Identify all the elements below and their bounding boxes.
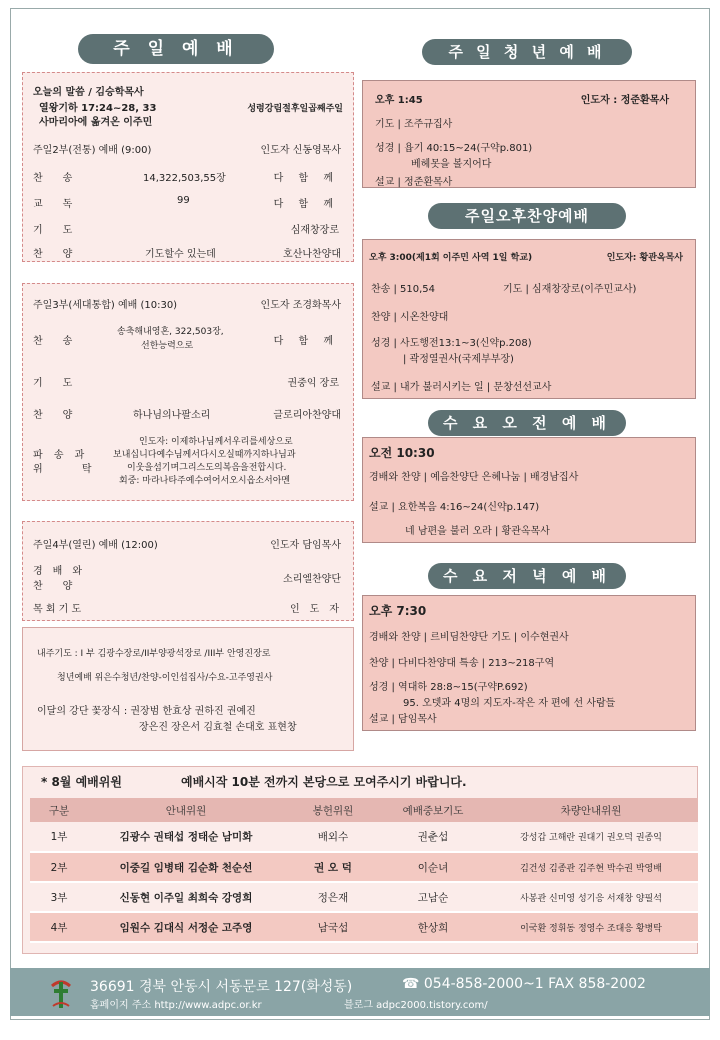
wed-morning-title: 수 요 오 전 예 배 xyxy=(428,410,626,436)
table-cell: 고남순 xyxy=(382,882,484,912)
table-cell: 이국환 정휘동 정영수 조대응 황병탁 xyxy=(484,912,698,942)
footer-address: 36691 경북 안동시 서동문로 127(화성동) xyxy=(90,979,353,995)
footer xyxy=(10,968,710,1016)
service3-hymn-person: 다 함 께 xyxy=(273,336,339,347)
service2-row-content: 기도할수 있는데 xyxy=(145,249,216,260)
service2-row-label: 기 도 xyxy=(33,225,73,236)
wed-morning-time: 오전 10:30 xyxy=(369,446,435,460)
service2-row-person: 호산나찬양대 xyxy=(283,249,341,260)
service3-praise-content: 하나님의나팔소리 xyxy=(133,410,211,421)
youth-sermon: 설교 | 정준환목사 xyxy=(375,177,453,188)
service2-row-label: 교 독 xyxy=(33,199,73,210)
wed-morning-line: 설교 | 요한복음 4:16~24(신약p.147) xyxy=(369,502,540,513)
committee-notice: 예배시작 10분 전까지 본당으로 모여주시기 바랍니다. xyxy=(181,775,467,789)
afternoon-worship-title: 주일오후찬양예배 xyxy=(428,203,626,229)
service4-leader: 인도자 담임목사 xyxy=(270,540,341,551)
table-cell: 강성갑 고해란 권대기 권오덕 권종익 xyxy=(484,822,698,852)
afternoon-prayer: 기도 | 심재창장로(이주민교사) xyxy=(503,284,637,295)
service3-hymn-label: 찬 송 xyxy=(33,336,73,347)
service3-send-label: 위 탁 xyxy=(33,464,110,475)
table-cell: 한상희 xyxy=(382,912,484,942)
service3-send-line: 이웃을섬기며그리스도의복음을전합시다. xyxy=(127,463,287,473)
wed-morning-line: 네 남편을 불러 오라 | 황관옥목사 xyxy=(405,526,550,537)
service2-row-person: 다 함 께 xyxy=(273,199,339,210)
service2-row-label: 찬 송 xyxy=(33,173,73,184)
afternoon-worship-box xyxy=(362,239,696,399)
service3-praise-person: 글로리아찬양대 xyxy=(273,410,341,421)
service4-praise-person: 소리엘찬양단 xyxy=(283,574,341,585)
sunday-service3-box xyxy=(22,283,354,501)
service4-praise-label: 경 배 와 xyxy=(33,566,82,577)
footer-phone: ☎ 054-858-2000~1 FAX 858-2002 xyxy=(402,976,646,992)
service2-row-person: 심재창장로 xyxy=(290,225,339,236)
table-cell: 신동현 이주일 최희숙 강영희 xyxy=(88,882,284,912)
table-cell: 이중길 임병태 김순화 천순선 xyxy=(88,852,284,882)
table-cell: 임원수 김대식 서정순 고주영 xyxy=(88,912,284,942)
table-cell: 4부 xyxy=(30,912,88,942)
table-row xyxy=(30,852,698,882)
afternoon-leader: 인도자: 황관옥목사 xyxy=(606,253,683,263)
wed-evening-line: 성경 | 역대하 28:8~15(구약P.692) xyxy=(369,682,528,693)
service3-prayer-label: 기 도 xyxy=(33,378,73,389)
table-cell: 2부 xyxy=(30,852,88,882)
notes-box xyxy=(22,627,354,751)
service2-row-person: 다 함 께 xyxy=(273,173,339,184)
column-header: 안내위원 xyxy=(88,798,284,822)
column-header: 차량안내위원 xyxy=(484,798,698,822)
service3-send-line: 인도자: 이제하나님께서우리를세상으로 xyxy=(139,437,293,447)
wed-evening-time: 오후 7:30 xyxy=(369,604,427,618)
committee-heading: * 8월 예배위원 xyxy=(41,775,122,789)
service2-row-label: 찬 양 xyxy=(33,249,73,260)
youth-scripture-title: 베헤못을 볼지어다 xyxy=(411,159,492,170)
sermon-title: 사마리아에 옮겨온 이주민 xyxy=(39,117,153,128)
wed-evening-line: 설교 | 담임목사 xyxy=(369,714,437,725)
wed-evening-box xyxy=(362,595,696,731)
sermon-header: 오늘의 말씀 / 김승학목사 xyxy=(33,87,144,98)
sermon-scripture: 열왕기하 17:24~28, 33 xyxy=(39,103,157,114)
wed-morning-box xyxy=(362,437,696,543)
sunday-service4-box xyxy=(22,521,354,621)
wed-evening-line: 찬양 | 다비다찬양대 특송 | 213~218구역 xyxy=(369,658,555,669)
service3-hymn-line1: 송축해내영혼, 322,503장, xyxy=(117,327,224,337)
sunday-worship-title: 주 일 예 배 xyxy=(78,34,274,64)
prayer-note: 내주기도 : I 부 김광수장로/II부양광석장로 /III부 안영진장로 xyxy=(37,649,271,659)
footer-blog-link[interactable]: 블로그 adpc2000.tistory.com/ xyxy=(344,1000,488,1011)
service4-closing-label: 목 회 기 도 xyxy=(33,604,82,615)
wed-evening-line: 경배와 찬양 | 르비딤찬양단 기도 | 이수현권사 xyxy=(369,632,569,643)
table-cell: 권 오 덕 xyxy=(284,852,382,882)
special-day: 성령강림절후일곱째주일 xyxy=(247,104,343,114)
service2-name: 주일2부(전통) 예배 (9:00) xyxy=(33,145,152,156)
table-cell: 3부 xyxy=(30,882,88,912)
afternoon-time: 오후 3:00(제1회 이주민 사역 1일 학교) xyxy=(369,253,533,263)
afternoon-scripture-sub: | 곽정열권사(국제부부장) xyxy=(403,354,514,365)
table-row xyxy=(30,822,698,852)
service4-praise-label: 찬 양 xyxy=(33,581,73,592)
church-logo-icon xyxy=(50,976,72,1010)
service3-send-line: 회중: 마라나타주예수여어서오시옵소서아멘 xyxy=(119,476,291,486)
table-cell: 권춘섭 xyxy=(382,822,484,852)
service3-praise-label: 찬 양 xyxy=(33,410,73,421)
table-cell: 김광수 권태섭 정태순 남미화 xyxy=(88,822,284,852)
service2-row-content: 99 xyxy=(177,195,190,206)
afternoon-sermon: 설교 | 내가 불러시키는 일 | 문창선선교사 xyxy=(371,382,552,393)
table-row xyxy=(30,882,698,912)
youth-prayer: 기도 | 조주규집사 xyxy=(375,119,453,130)
wed-morning-line: 경배와 찬양 | 예음찬양단 은혜나눔 | 배경남집사 xyxy=(369,472,579,483)
service3-prayer-person: 권중익 장로 xyxy=(287,378,339,389)
youth-time: 오후 1:45 xyxy=(375,95,423,106)
committee-table xyxy=(30,798,698,943)
table-cell: 1부 xyxy=(30,822,88,852)
youth-leader: 인도자 : 정준환목사 xyxy=(580,95,669,106)
table-cell: 배외수 xyxy=(284,822,382,852)
table-cell: 김건성 김종관 김주현 박수권 박영배 xyxy=(484,852,698,882)
afternoon-scripture: 성경 | 사도행전13:1~3(신약p.208) xyxy=(371,338,532,349)
sunday-service2-box xyxy=(22,72,354,262)
service3-name: 주일3부(세대통합) 예배 (10:30) xyxy=(33,300,178,311)
table-row xyxy=(30,912,698,942)
wed-evening-title: 수 요 저 녁 예 배 xyxy=(428,563,626,589)
youth-worship-title: 주 일 청 년 예 배 xyxy=(422,39,632,65)
service3-send-label: 파 송 과 xyxy=(33,450,89,461)
service2-row-content: 14,322,503,55장 xyxy=(143,173,226,184)
wed-evening-line: 95. 오뎃과 4명의 지도자-작은 자 편에 선 사람들 xyxy=(403,698,616,709)
service3-leader: 인도자 조경화목사 xyxy=(260,300,341,311)
table-cell: 이순녀 xyxy=(382,852,484,882)
service3-send-line: 보내십니다예수님께서다시오실때까지하나님과 xyxy=(113,450,296,460)
service2-leader: 인도자 신동영목사 xyxy=(260,145,341,156)
service4-name: 주일4부(열린) 예배 (12:00) xyxy=(33,540,158,551)
youth-worship-box xyxy=(362,80,696,188)
flowers-note: 이달의 강단 꽃장식 : 권장범 한효상 권하진 권예진 xyxy=(37,706,256,717)
table-cell: 사봉관 신미영 성기응 서재창 양필석 xyxy=(484,882,698,912)
column-header: 예배중보기도 xyxy=(382,798,484,822)
column-header: 봉헌위원 xyxy=(284,798,382,822)
youth-scripture: 성경 | 욥기 40:15~24(구약p.801) xyxy=(375,143,533,154)
flowers-note: 장은진 장은서 김효철 손대호 표현창 xyxy=(139,722,297,733)
service3-hymn-line2: 선한능력으로 xyxy=(141,341,194,351)
table-cell: 남국섭 xyxy=(284,912,382,942)
footer-homepage-link[interactable]: 홈페이지 주소 http://www.adpc.or.kr xyxy=(90,1000,262,1011)
service4-closing-person: 인 도 자 xyxy=(290,604,339,615)
table-cell: 정은재 xyxy=(284,882,382,912)
youth-note: 청년예배 위은수청년/찬양-이인섭집사/수요-고주영권사 xyxy=(57,673,273,683)
afternoon-praise: 찬양 | 시온찬양대 xyxy=(371,312,449,323)
afternoon-hymn: 찬송 | 510,54 xyxy=(371,284,436,295)
column-header: 구분 xyxy=(30,798,88,822)
